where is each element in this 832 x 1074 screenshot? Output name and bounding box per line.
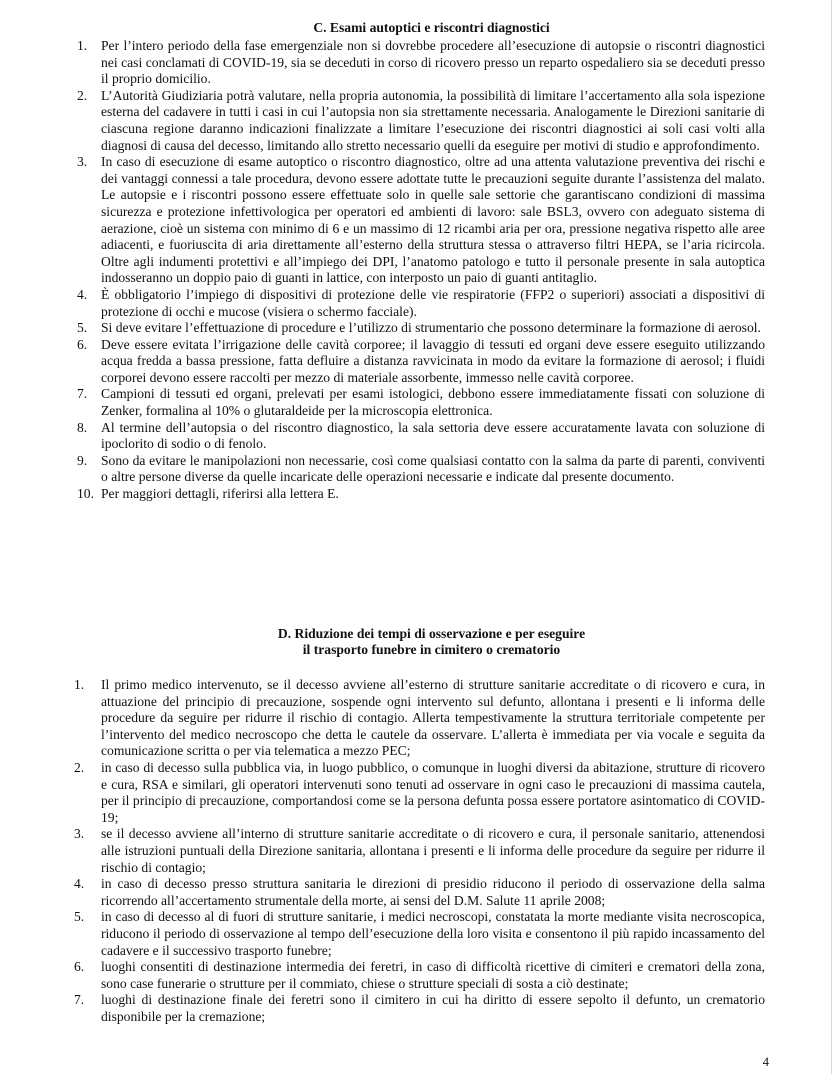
- item-text: luoghi di destinazione finale dei feretri sono il cimitero in cui ha diritto di essere sepolto il defunto, un crematorio disponibile per la cremazione;: [101, 992, 765, 1024]
- list-item: [74, 959, 765, 992]
- list-item: [77, 386, 765, 419]
- item-text: In caso di esecuzione di esame autoptico o riscontro diagnostico, oltre ad una attenta valutazione preventiva dei rischi e dei vantaggi connessi a tale procedura, devono essere adottate tutte le precauzioni seguite durante l’assistenza del malato. Le autopsie e i riscontri possono essere effettuate solo in quelle sale settorie che garantiscano condizioni di massima sicurezza e protezione infettivologica per operatori ed ambienti di lavoro: sale BSL3, ovvero con adeguato sistema di aerazione, cioè un sistema con minimo di 6 e un massimo di 12 ricambi aria per ora, pressione negativa rispetto alle aree adiacenti, e fuoriuscita di aria direttamente all’esterno della struttura stessa o attraverso filtri HEPA, se l’aria ricircola. Oltre agli indumenti protettivi e all’impiego dei DPI, l’anatomo patologo e tutto il personale presente in sala autoptica indosseranno un doppio paio di guanti in lattice, con interposto un paio di guanti antitaglio.: [101, 154, 765, 286]
- section-c-list: [77, 38, 765, 503]
- item-number: 7.: [77, 386, 88, 402]
- list-item: [74, 992, 765, 1025]
- item-number: 4.: [74, 876, 85, 892]
- item-number: 10.: [77, 486, 94, 502]
- list-item: [77, 452, 765, 486]
- item-text: Al termine dell’autopsia o del riscontro diagnostico, la sala settoria deve essere accuratamente lavata con soluzione di ipoclorito di sodio o di fenolo.: [101, 419, 765, 452]
- list-item: [77, 38, 765, 88]
- item-text: in caso di decesso al di fuori di strutture sanitarie, i medici necroscopi, constatata la morte mediante visita necroscopica, riducono il periodo di osservazione al tempo dell’esecuzione della loro visita e consentono il più rapido incassamento del cadavere e il successivo trasporto funebre;: [101, 909, 765, 958]
- item-number: 2.: [77, 87, 88, 103]
- page-number: 4: [762, 1055, 769, 1069]
- section-d-title-line2: il trasporto funebre in cimitero o crematorio: [302, 642, 561, 657]
- item-number: 9.: [77, 452, 88, 468]
- section-d-list: [74, 677, 765, 1025]
- item-text: in caso di decesso sulla pubblica via, in luogo pubblico, o comunque in luoghi diversi da abitazione, strutture di ricovero e cura, RSA e similari, gli operatori intervenuti sono tenuti ad osservare in ogni caso le precauzioni di massima cautela, per il principio di precauzione, comportandosi come se la persona defunta possa essere portatore asintomatico di COVID-19;: [101, 759, 765, 825]
- item-number: 1.: [77, 38, 88, 53]
- item-number: 6.: [77, 336, 88, 352]
- item-text: se il decesso avviene all’interno di strutture sanitarie accreditate o di ricovero e cura, il personale sanitario, attenendosi alle istruzioni puntuali della Direzione sanitaria, allontana i presenti e li informa delle procedure da seguire per ridurre il rischio di contagio;: [101, 826, 765, 875]
- section-d-title-line1: D. Riduzione dei tempi di osservazione e per eseguire: [277, 626, 586, 641]
- item-text: Si deve evitare l’effettuazione di procedure e l’utilizzo di strumentario che possono determinare la formazione di aerosol.: [101, 320, 761, 336]
- item-text: Campioni di tessuti ed organi, prelevati per esami istologici, debbono essere immediatamente fissati con soluzione di Zenker, formalina al 10% o glutaraldeide per la microscopia elettronica.: [101, 386, 765, 419]
- item-text: Il primo medico intervenuto, se il decesso avviene all’esterno di strutture sanitarie accreditate o di ricovero e cura, in attuazione del principio di precauzione, sospende ogni intervento sul defunto, allontana i presenti e li informa delle procedure da seguire per ridurre il rischio di contagio. Allerta tempestivamente la struttura territoriale competente per l’intervento del medico necroscopo che detta le cautele da osservare. L’allerta è immediata per via vocale e seguita da comunicazione scritta o per via telematica a mezzo PEC;: [101, 677, 765, 759]
- list-item: [77, 154, 765, 287]
- list-item: [74, 759, 765, 826]
- list-item: [77, 419, 765, 453]
- item-number: 4.: [77, 286, 88, 302]
- item-number: 1.: [74, 677, 85, 692]
- list-item: [77, 286, 765, 320]
- list-item: [77, 336, 765, 387]
- list-item: [74, 826, 765, 876]
- item-number: 5.: [74, 909, 85, 925]
- item-number: 3.: [77, 154, 88, 170]
- item-number: 8.: [77, 419, 88, 435]
- item-number: 6.: [74, 959, 85, 975]
- item-text: Sono da evitare le manipolazioni non necessarie, così come qualsiasi contatto con la salma da parte di parenti, conviventi o altre persone diverse da quelle incaricate delle operazioni necessarie e indicate dal presente documento.: [101, 452, 765, 485]
- list-item: [74, 909, 765, 959]
- list-item: [77, 486, 765, 503]
- item-text: L’Autorità Giudiziaria potrà valutare, nella propria autonomia, la possibilità di limitare l’accertamento alla sola ispezione esterna del cadavere in tutti i casi in cui l’autopsia non sia strettamente necessaria. Analogamente le Direzioni sanitarie di ciascuna regione daranno indicazioni finalizzate a limitare l’esecuzione dei riscontri diagnostici ai soli casi volti alla diagnosi di causa del decesso, limitando allo stretto necessario quelli da eseguire per motivi di studio e approfondimento.: [101, 87, 765, 153]
- list-item: [74, 677, 765, 760]
- item-number: 5.: [77, 320, 88, 336]
- item-number: 3.: [74, 826, 85, 842]
- list-item: [74, 876, 765, 909]
- item-text: in caso di decesso presso struttura sanitaria le direzioni di presidio riducono il periodo di osservazione della salma ricorrendo all’accertamento strumentale della morte, ai sensi del D.M. Salute 11 aprile 2008;: [101, 876, 765, 908]
- list-item: [77, 87, 765, 154]
- item-text: Per l’intero periodo della fase emergenziale non si dovrebbe procedere all’esecuzione di autopsie o riscontri diagnostici nei casi conclamati di COVID-19, sia se deceduti in corso di ricovero presso un reparto ospedaliero sia se deceduti presso il proprio domicilio.: [101, 38, 765, 87]
- item-text: Deve essere evitata l’irrigazione delle cavità corporee; il lavaggio di tessuti ed organi deve essere eseguito utilizzando acqua fredda a bassa pressione, fatta defluire a distanza ravvicinata in modo da evitare la formazione di aerosol; i fluidi corporei devono essere raccolti per mezzo di materiale assorbente, immesso nelle cavità corporee.: [101, 336, 765, 385]
- item-text: È obbligatorio l’impiego di dispositivi di protezione delle vie respiratorie (FFP2 o superiori) associati a dispositivi di protezione di occhi e mucose (visiera o schermo facciale).: [101, 286, 765, 319]
- list-item: [77, 320, 765, 337]
- item-text: Per maggiori dettagli, riferirsi alla lettera E.: [101, 486, 339, 502]
- section-c-title: C. Esami autoptici e riscontri diagnostici: [313, 20, 550, 35]
- item-text: luoghi consentiti di destinazione intermedia dei feretri, in caso di difficoltà ricettive di cimiteri e crematori della zona, sono case funerarie o strutture per il commiato, chiese o strutture speciali di sosta a ciò destinate;: [101, 959, 765, 991]
- item-number: 7.: [74, 992, 85, 1008]
- item-number: 2.: [74, 759, 85, 775]
